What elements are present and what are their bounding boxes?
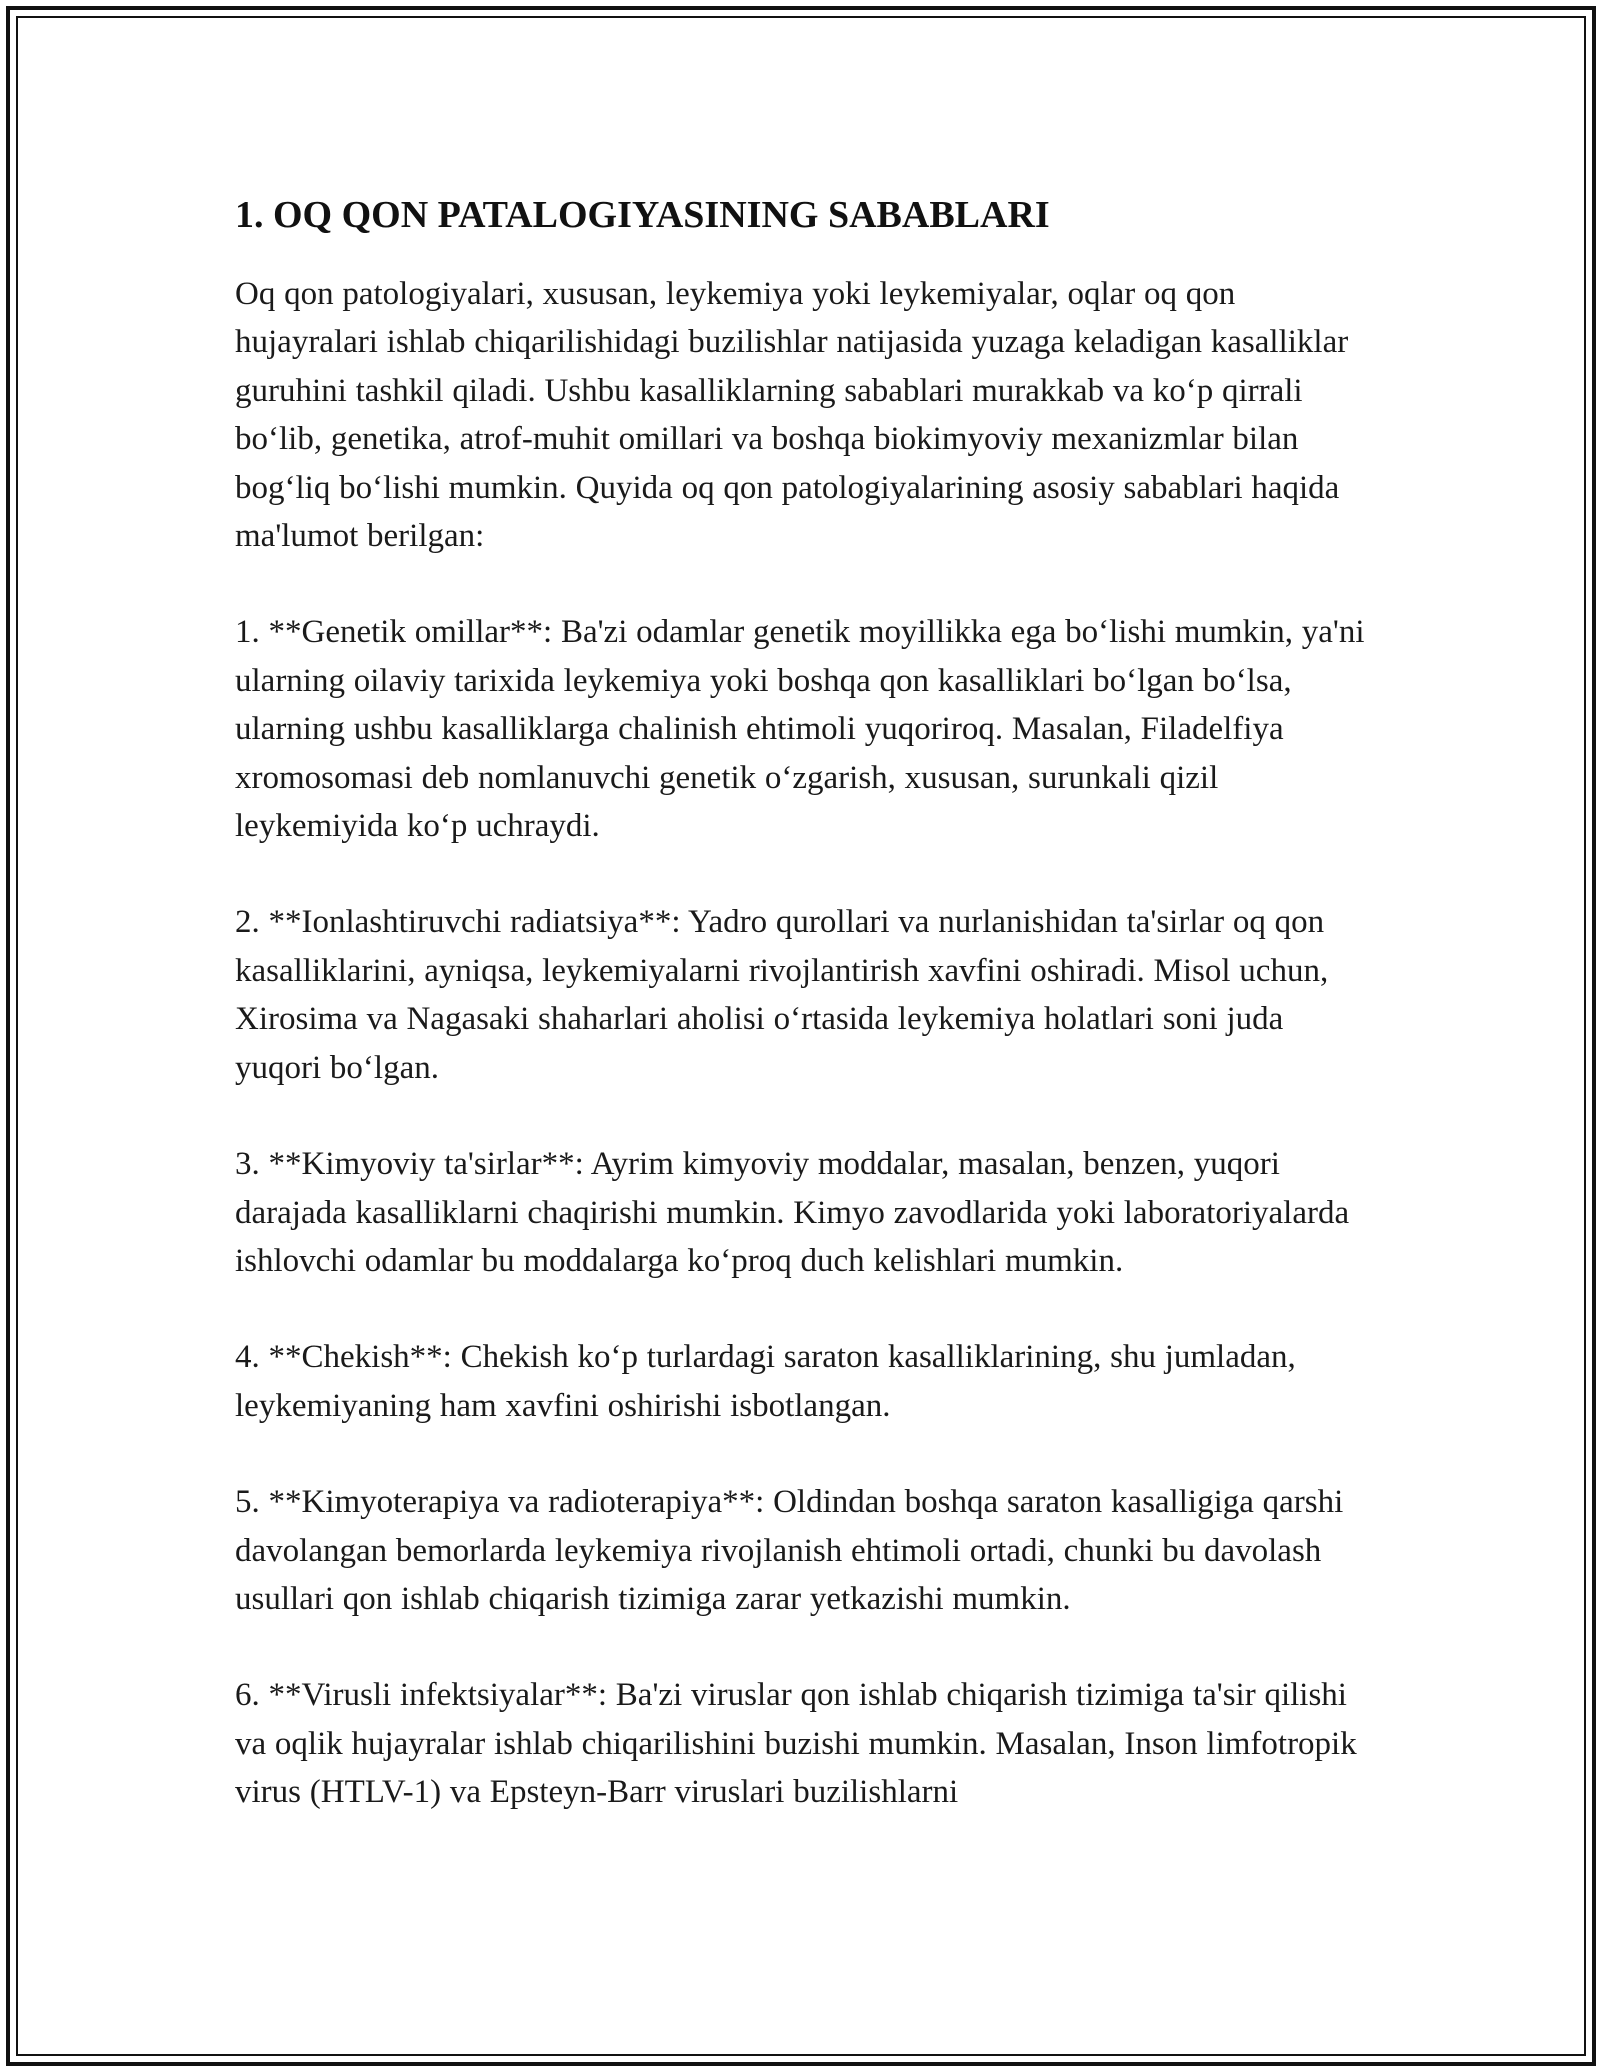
paragraph-chemical-exposure: 3. **Kimyoviy ta'sirlar**: Ayrim kimyoviy moddalar, masalan, benzen, yuqori darajada kasalliklarni chaqirishi mumkin. Kimyo zavodlarida yoki laboratoriyalarda ishlovchi odamlar bu moddalarga ko‘proq duch kelishlari mumkin.	[235, 1146, 1350, 1279]
paragraph-ionizing-radiation: 2. **Ionlashtiruvchi radiatsiya**: Yadro qurollari va nurlanishidan ta'sirlar oq qon kasalliklarini, ayniqsa, leykemiyalarni rivojlantirish xavfini oshiradi. Misol uchun, Xirosima va Nagasaki shaharlari aholisi o‘rtasida leykemiya holatlari soni juda yuqori bo‘lgan.	[235, 904, 1329, 1086]
paragraph-viral-infections: 6. **Virusli infektsiyalar**: Ba'zi viruslar qon ishlab chiqarish tizimiga ta'sir qilishi va oqlik hujayralar ishlab chiqarilishini buzishi mumkin. Masalan, Inson limfotropik virus (HTLV-1) va Epsteyn-Barr viruslari buzilishlarni	[235, 1677, 1357, 1811]
intro-paragraph: Oq qon patologiyalari, xususan, leykemiya yoki leykemiyalar, oqlar oq qon hujayralari ishlab chiqarilishidagi buzilishlar natijasida yuzaga keladigan kasalliklar guruhini tashkil qiladi. Ushbu kasalliklarning sabablari murakkab va ko‘p qirrali bo‘lib, genetika, atrof-muhit omillari va boshqa biokimyoviy mexanizmlar bilan bog‘liq bo‘lishi mumkin. Quyida oq qon patologiyalarining asosiy sabablari haqida ma'lumot berilgan:	[235, 276, 1349, 555]
document-body	[235, 186, 1375, 1865]
paragraph-chemo-radiotherapy: 5. **Kimyoterapiya va radioterapiya**: Oldindan boshqa saraton kasalligiga qarshi davolangan bemorlarda leykemiya rivojlanish ehtimoli ortadi, chunki bu davolash usullari qon ishlab chiqarish tizimiga zarar yetkazishi mumkin.	[235, 1484, 1344, 1617]
paragraph-smoking: 4. **Chekish**: Chekish ko‘p turlardagi saraton kasalliklarining, shu jumladan, leykemiyaning ham xavfini oshirishi isbotlangan.	[235, 1339, 1296, 1424]
page-title: 1. OQ QON PATALOGIYASINING SABABLARI	[235, 194, 1050, 236]
paragraph-genetic-factors: 1. **Genetik omillar**: Ba'zi odamlar genetik moyillikka ega bo‘lishi mumkin, ya'ni ularning oilaviy tarixida leykemiya yoki boshqa qon kasalliklari bo‘lgan bo‘lsa, ularning ushbu kasalliklarga chalinish ehtimoli yuqoriroq. Masalan, Filadelfiya xromosomasi deb nomlanuvchi genetik o‘zgarish, xususan, surunkali qizil leykemiyida ko‘p uchraydi.	[235, 614, 1365, 845]
